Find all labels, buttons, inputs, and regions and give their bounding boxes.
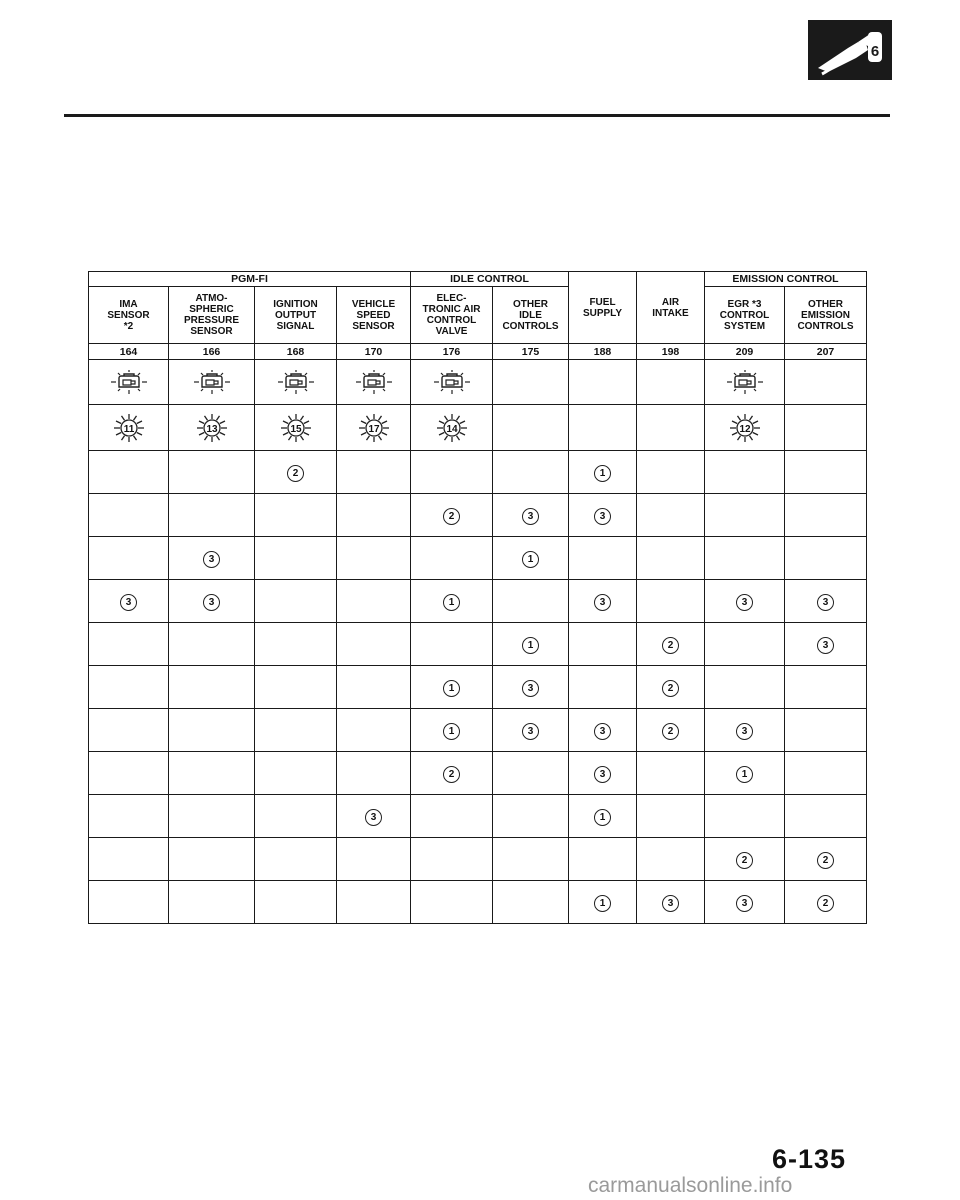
priority-number: 3: [522, 508, 539, 525]
column-header-line: OUTPUT: [274, 309, 317, 321]
priority-number: 2: [817, 852, 834, 869]
priority-cell: [337, 838, 411, 881]
symptom-row: [89, 709, 867, 752]
priority-number: 3: [365, 809, 382, 826]
priority-cell: [569, 580, 637, 623]
priority-cell: [637, 580, 705, 623]
page-reference: 170: [337, 344, 411, 360]
priority-cell: [89, 494, 169, 537]
section-tab: [808, 20, 892, 80]
priority-cell: [337, 623, 411, 666]
priority-cell: [493, 580, 569, 623]
priority-number: 1: [443, 680, 460, 697]
priority-cell: [89, 623, 169, 666]
column-header-line: ATMO-: [195, 293, 228, 304]
column-header-line: CONTROL: [426, 315, 477, 326]
priority-cell: [493, 838, 569, 881]
priority-number: 3: [662, 895, 679, 912]
priority-number: 3: [120, 594, 137, 611]
column-header-line: SIGNAL: [276, 320, 315, 332]
priority-cell: [785, 666, 867, 709]
priority-cell: [785, 752, 867, 795]
priority-cell: [705, 494, 785, 537]
priority-cell: [705, 752, 785, 795]
priority-cell: [569, 494, 637, 537]
priority-number: 2: [443, 508, 460, 525]
priority-cell: [255, 709, 337, 752]
priority-cell: [569, 795, 637, 838]
priority-cell: [89, 881, 169, 924]
column-header: [255, 287, 337, 344]
column-header-line: VEHICLE: [351, 298, 396, 310]
blink-code-cell: [569, 405, 637, 451]
priority-number: 1: [594, 465, 611, 482]
priority-cell: [705, 709, 785, 752]
mil-indicator-row: [89, 360, 867, 405]
blink-code: 17: [367, 423, 380, 435]
symptom-row: [89, 666, 867, 709]
priority-cell: [255, 752, 337, 795]
priority-number: 1: [522, 637, 539, 654]
priority-number: 2: [287, 465, 304, 482]
page-reference: 166: [169, 344, 255, 360]
priority-cell: [705, 881, 785, 924]
priority-cell: [569, 623, 637, 666]
column-header-line: OTHER: [513, 298, 548, 310]
priority-number: 2: [662, 723, 679, 740]
priority-cell: [255, 494, 337, 537]
page-reference: 176: [411, 344, 493, 360]
mil-indicator-cell: [89, 360, 169, 405]
column-header-line: AIR: [661, 296, 680, 308]
priority-cell: [637, 537, 705, 580]
priority-cell: [637, 752, 705, 795]
blink-code: 12: [738, 423, 751, 435]
column-header-line: SENSOR: [190, 326, 233, 337]
priority-number: 3: [203, 551, 220, 568]
blinking-light-icon: [193, 412, 231, 444]
priority-number: 3: [736, 594, 753, 611]
group-header: EMISSION CONTROL: [705, 272, 867, 287]
column-header-line: CONTROLS: [797, 320, 854, 332]
priority-cell: [89, 795, 169, 838]
priority-number: 2: [736, 852, 753, 869]
priority-cell: [637, 451, 705, 494]
page-reference-row: [89, 344, 867, 360]
check-engine-lamp-icon: [353, 369, 395, 395]
column-header-line: *2: [123, 320, 134, 332]
priority-cell: [569, 537, 637, 580]
priority-cell: [255, 537, 337, 580]
page-reference: 209: [705, 344, 785, 360]
priority-cell: [493, 881, 569, 924]
priority-cell: [705, 666, 785, 709]
priority-cell: [255, 881, 337, 924]
fuel-nozzle-icon: [808, 20, 892, 80]
priority-cell: [785, 494, 867, 537]
priority-cell: [411, 623, 493, 666]
symptom-row: [89, 752, 867, 795]
column-header-line: INTAKE: [652, 307, 689, 319]
priority-number: 3: [594, 766, 611, 783]
symptom-row: [89, 623, 867, 666]
column-header-line: EGR *3: [727, 298, 762, 310]
priority-number: 1: [594, 895, 611, 912]
column-header-line: IMA: [119, 298, 138, 310]
priority-cell: [169, 494, 255, 537]
priority-cell: [493, 795, 569, 838]
column-header-line: CONTROL: [719, 309, 770, 321]
priority-cell: [337, 752, 411, 795]
priority-number: 1: [594, 809, 611, 826]
priority-number: 1: [736, 766, 753, 783]
priority-cell: [785, 881, 867, 924]
check-engine-lamp-icon: [191, 369, 233, 395]
priority-cell: [169, 795, 255, 838]
column-header: [493, 287, 569, 344]
priority-cell: [411, 666, 493, 709]
blink-code: 15: [289, 423, 302, 435]
symptom-row: [89, 881, 867, 924]
group-header: IDLE CONTROL: [411, 272, 569, 287]
priority-cell: [705, 623, 785, 666]
mil-indicator-cell: [637, 360, 705, 405]
priority-cell: [785, 451, 867, 494]
blinking-light-icon: [110, 412, 148, 444]
priority-cell: [705, 537, 785, 580]
priority-cell: [169, 580, 255, 623]
column-header-line: TRONIC AIR: [422, 304, 481, 315]
symptom-row: [89, 494, 867, 537]
priority-cell: [169, 451, 255, 494]
priority-cell: [493, 709, 569, 752]
priority-cell: [785, 795, 867, 838]
priority-cell: [637, 795, 705, 838]
column-header-line: SUPPLY: [582, 307, 623, 319]
blink-code-cell: [89, 405, 169, 451]
blinking-light-icon: [433, 412, 471, 444]
priority-cell: [337, 795, 411, 838]
priority-cell: [337, 580, 411, 623]
column-header-line: IGNITION: [273, 298, 318, 310]
priority-cell: [705, 838, 785, 881]
blink-code-cell: [255, 405, 337, 451]
priority-cell: [169, 623, 255, 666]
mil-indicator-cell: [337, 360, 411, 405]
page-reference: 164: [89, 344, 169, 360]
priority-cell: [705, 795, 785, 838]
symptom-row: [89, 451, 867, 494]
symptom-row: [89, 838, 867, 881]
priority-number: 2: [817, 895, 834, 912]
page-reference: 168: [255, 344, 337, 360]
priority-number: 3: [817, 637, 834, 654]
blink-code: 13: [205, 423, 218, 435]
priority-cell: [337, 881, 411, 924]
priority-cell: [569, 666, 637, 709]
priority-number: 1: [443, 723, 460, 740]
mil-indicator-cell: [705, 360, 785, 405]
priority-cell: [637, 623, 705, 666]
priority-cell: [637, 881, 705, 924]
priority-number: 1: [443, 594, 460, 611]
priority-cell: [255, 838, 337, 881]
priority-cell: [411, 795, 493, 838]
column-header: [411, 287, 493, 344]
blink-code-row: [89, 405, 867, 451]
mil-indicator-cell: [411, 360, 493, 405]
priority-number: 2: [662, 680, 679, 697]
mil-indicator-cell: [255, 360, 337, 405]
priority-cell: [255, 666, 337, 709]
priority-cell: [255, 623, 337, 666]
priority-cell: [337, 709, 411, 752]
blink-code-cell: [337, 405, 411, 451]
priority-cell: [411, 752, 493, 795]
priority-number: 3: [736, 895, 753, 912]
priority-cell: [169, 752, 255, 795]
priority-cell: [89, 580, 169, 623]
priority-cell: [493, 537, 569, 580]
priority-cell: [337, 537, 411, 580]
priority-cell: [569, 451, 637, 494]
priority-cell: [337, 451, 411, 494]
priority-number: 3: [203, 594, 220, 611]
priority-cell: [411, 881, 493, 924]
mil-indicator-cell: [785, 360, 867, 405]
check-engine-lamp-icon: [431, 369, 473, 395]
priority-number: 2: [443, 766, 460, 783]
priority-cell: [569, 881, 637, 924]
priority-cell: [255, 451, 337, 494]
priority-cell: [411, 580, 493, 623]
priority-cell: [493, 451, 569, 494]
blinking-light-icon: [277, 412, 315, 444]
blink-code-cell: [493, 405, 569, 451]
priority-number: 1: [522, 551, 539, 568]
priority-cell: [705, 580, 785, 623]
priority-cell: [169, 537, 255, 580]
blink-code-cell: [637, 405, 705, 451]
priority-number: 3: [522, 680, 539, 697]
priority-cell: [637, 838, 705, 881]
priority-cell: [785, 709, 867, 752]
column-header: [337, 287, 411, 344]
blink-code: 11: [123, 423, 134, 435]
page-reference: 207: [785, 344, 867, 360]
column-header: [637, 272, 705, 344]
blink-code-cell: [169, 405, 255, 451]
priority-cell: [785, 580, 867, 623]
column-header-line: EMISSION: [801, 309, 850, 321]
page-number: 6-135: [772, 1144, 847, 1174]
priority-cell: [337, 666, 411, 709]
priority-number: 3: [817, 594, 834, 611]
symptom-row: [89, 795, 867, 838]
priority-cell: [89, 709, 169, 752]
top-rule: [64, 114, 890, 117]
column-header-line: SENSOR: [352, 320, 395, 332]
priority-cell: [89, 838, 169, 881]
blink-code: 14: [445, 423, 458, 435]
priority-cell: [637, 494, 705, 537]
column-header: [785, 287, 867, 344]
column-header-line: CONTROLS: [502, 320, 559, 332]
priority-cell: [569, 838, 637, 881]
column-header-line: SENSOR: [107, 309, 150, 321]
column-header-line: SPHERIC: [189, 304, 234, 315]
mil-indicator-cell: [169, 360, 255, 405]
column-header: [705, 287, 785, 344]
priority-cell: [493, 494, 569, 537]
section-number: 6: [870, 43, 880, 60]
priority-number: 3: [594, 508, 611, 525]
priority-cell: [89, 666, 169, 709]
priority-number: 3: [736, 723, 753, 740]
priority-cell: [569, 709, 637, 752]
group-header: PGM-FI: [89, 272, 411, 287]
page-reference: 198: [637, 344, 705, 360]
page-reference: 175: [493, 344, 569, 360]
priority-cell: [89, 752, 169, 795]
column-header-line: PRESSURE: [183, 315, 239, 326]
priority-number: 2: [662, 637, 679, 654]
check-engine-lamp-icon: [724, 369, 766, 395]
priority-cell: [337, 494, 411, 537]
page-reference: 188: [569, 344, 637, 360]
column-header-line: VALVE: [435, 326, 468, 337]
priority-cell: [493, 623, 569, 666]
priority-cell: [411, 838, 493, 881]
priority-cell: [569, 752, 637, 795]
blink-code-cell: [785, 405, 867, 451]
priority-cell: [411, 451, 493, 494]
priority-cell: [637, 709, 705, 752]
column-header-line: SPEED: [356, 309, 391, 321]
priority-cell: [255, 795, 337, 838]
priority-cell: [169, 666, 255, 709]
priority-cell: [705, 451, 785, 494]
troubleshooting-table: [88, 271, 867, 924]
priority-cell: [255, 580, 337, 623]
priority-cell: [169, 709, 255, 752]
priority-cell: [169, 838, 255, 881]
blink-code-cell: [411, 405, 493, 451]
priority-cell: [493, 666, 569, 709]
priority-cell: [637, 666, 705, 709]
priority-number: 3: [594, 723, 611, 740]
column-header-line: ELEC-: [436, 293, 467, 304]
symptom-row: [89, 580, 867, 623]
priority-cell: [89, 451, 169, 494]
priority-cell: [169, 881, 255, 924]
priority-cell: [411, 537, 493, 580]
blink-code-cell: [705, 405, 785, 451]
priority-cell: [411, 494, 493, 537]
blinking-light-icon: [726, 412, 764, 444]
priority-number: 3: [594, 594, 611, 611]
column-header-line: IDLE: [519, 309, 542, 321]
check-engine-lamp-icon: [108, 369, 150, 395]
priority-cell: [785, 623, 867, 666]
column-header-line: OTHER: [808, 298, 843, 310]
symptom-row: [89, 537, 867, 580]
priority-cell: [411, 709, 493, 752]
column-header: [169, 287, 255, 344]
column-header: [569, 272, 637, 344]
group-header-row: [89, 272, 867, 287]
priority-cell: [89, 537, 169, 580]
priority-cell: [493, 752, 569, 795]
column-header-line: FUEL: [589, 296, 616, 308]
check-engine-lamp-icon: [275, 369, 317, 395]
priority-cell: [785, 537, 867, 580]
priority-cell: [785, 838, 867, 881]
column-header-line: SYSTEM: [723, 320, 766, 332]
watermark: carmanualsonline.info: [588, 1174, 793, 1197]
column-header: [89, 287, 169, 344]
priority-number: 3: [522, 723, 539, 740]
blinking-light-icon: [355, 412, 393, 444]
column-header-row: [89, 287, 867, 344]
mil-indicator-cell: [493, 360, 569, 405]
mil-indicator-cell: [569, 360, 637, 405]
